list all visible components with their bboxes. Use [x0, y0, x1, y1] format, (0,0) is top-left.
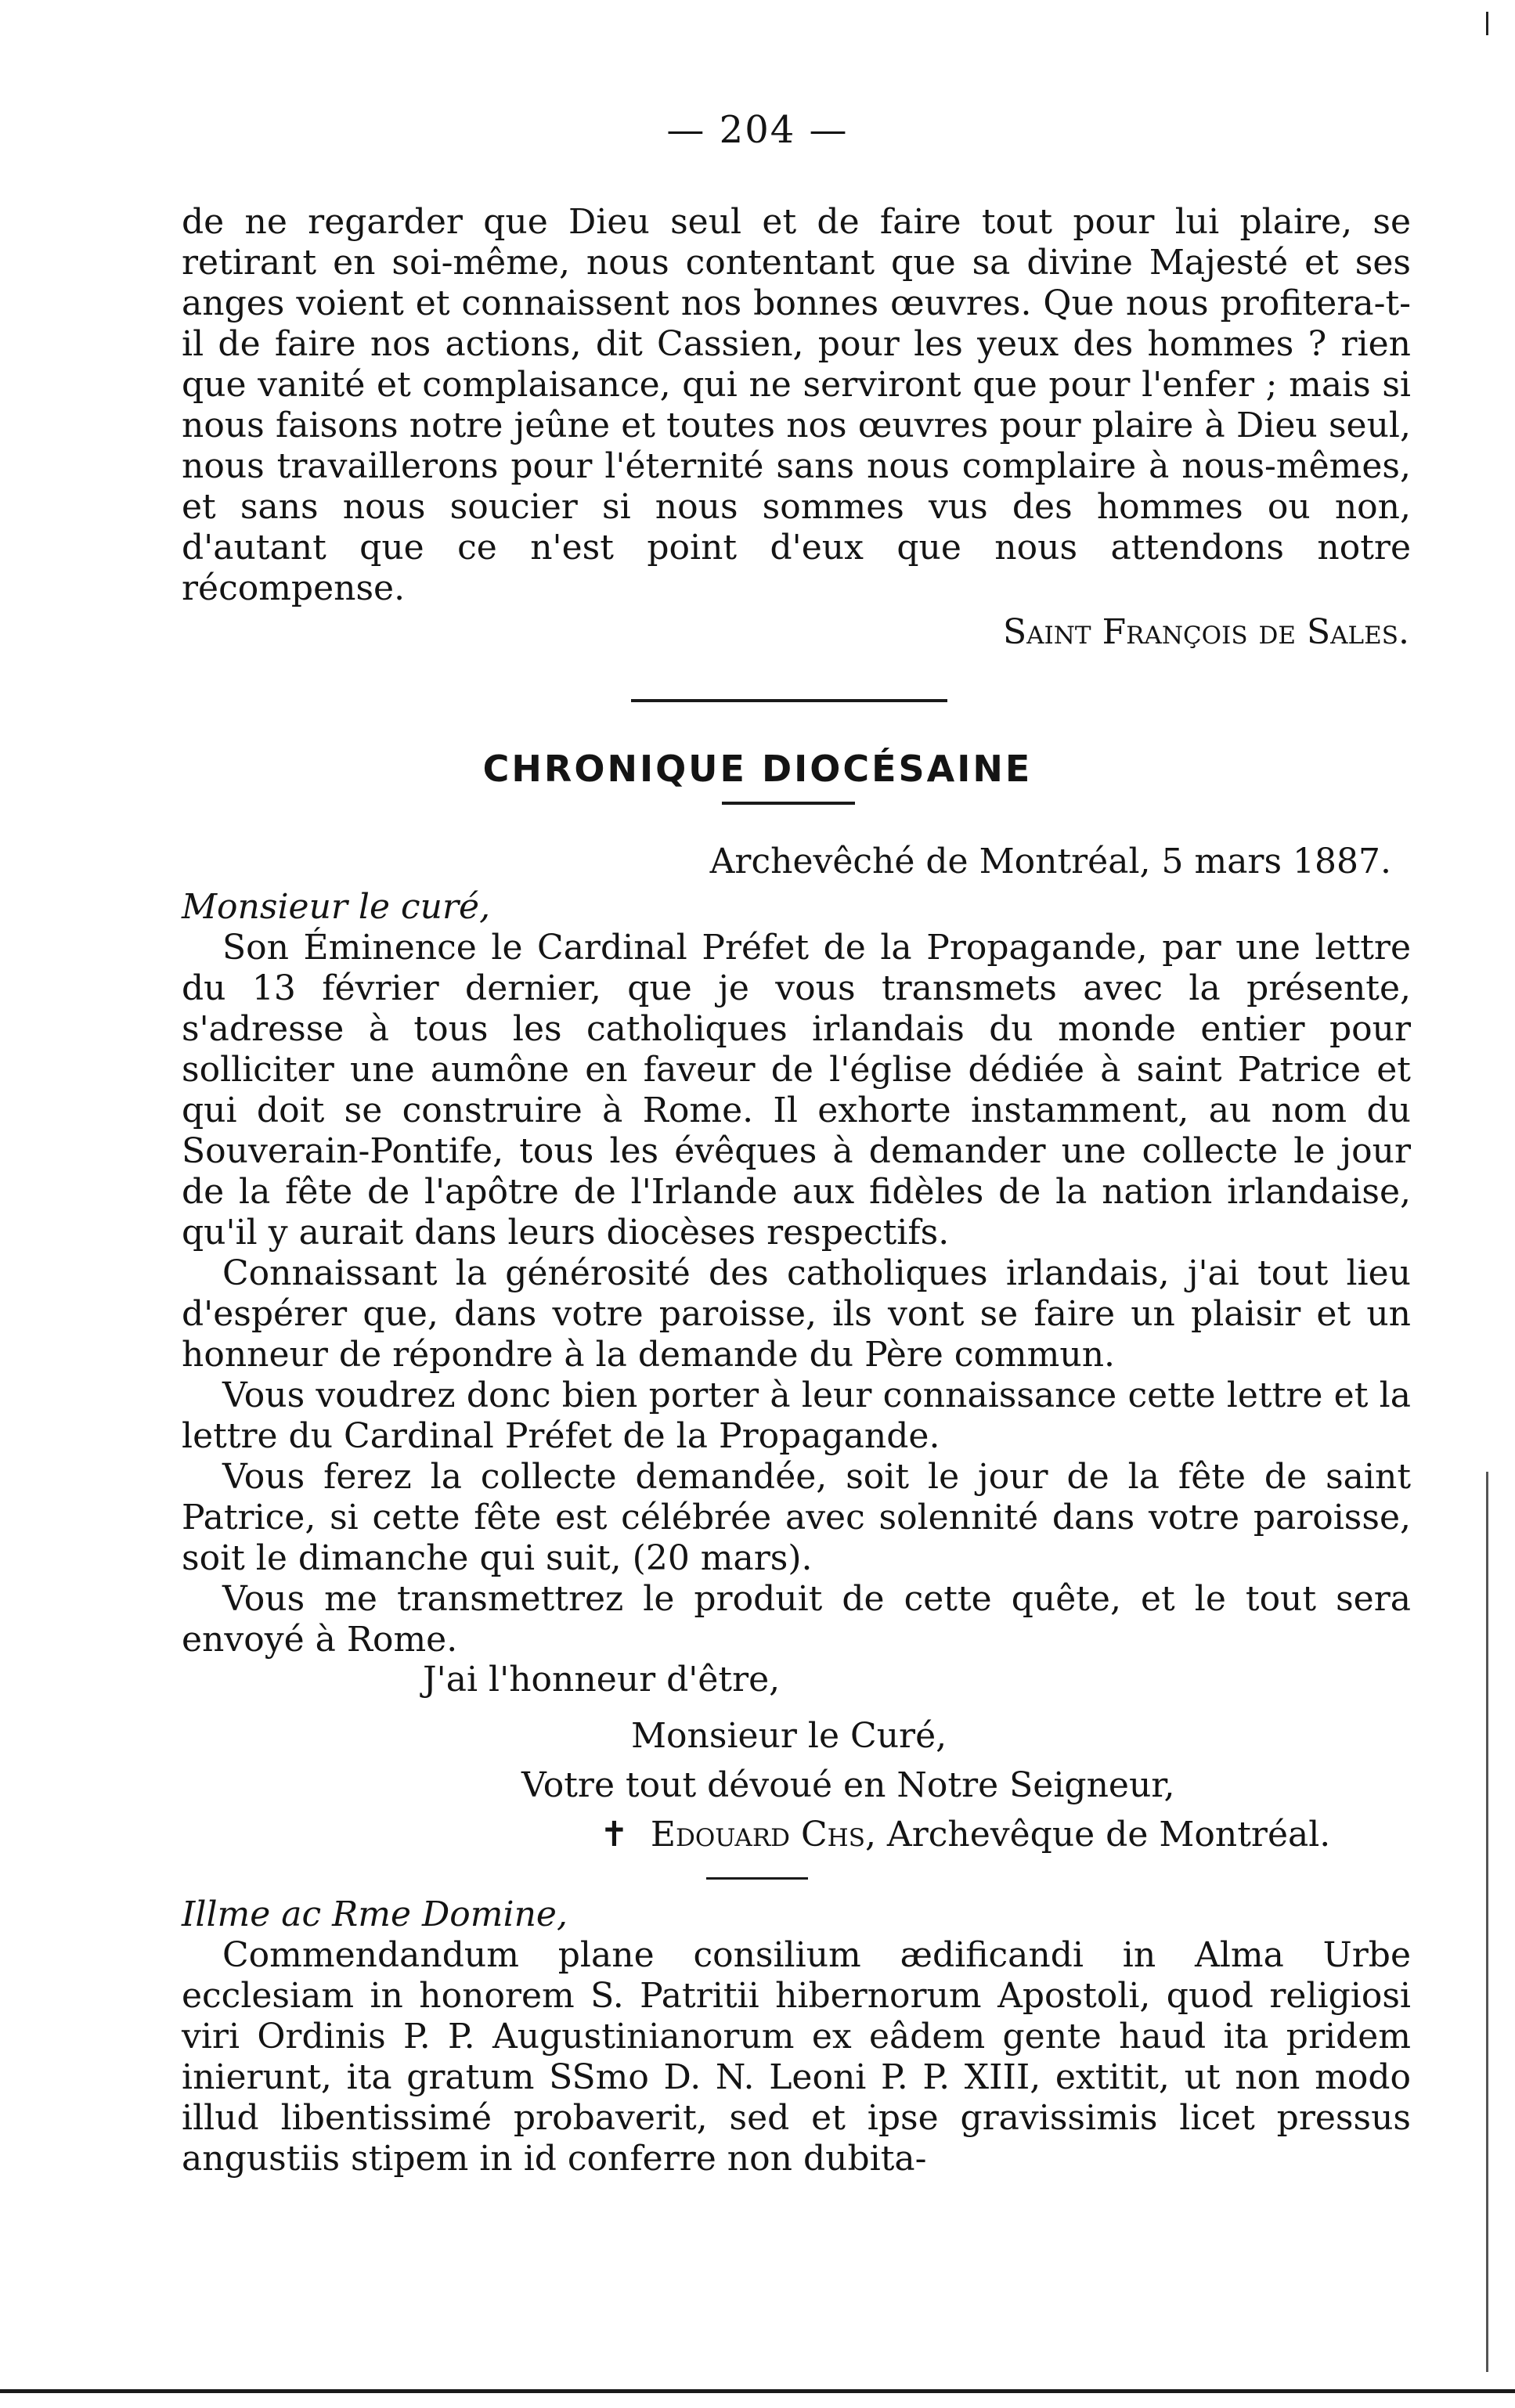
- french-paragraph-2: Connaissant la générosité des catholiques irlandais, j'ai tout lieu d'espérer que, dans votre paroisse, ils vont se faire un plaisir et un honneur de répondre à la demande du Père commun.: [182, 1253, 1411, 1375]
- french-letter: [182, 887, 1411, 1660]
- french-paragraph-3: Vous voudrez donc bien porter à leur connaissance cette lettre et la lettre du Cardinal Préfet de la Propagande.: [182, 1375, 1411, 1456]
- scan-binding-edge: [1486, 1472, 1488, 2372]
- attribution: Saint François de Sales.: [1003, 612, 1409, 652]
- french-salutation: Monsieur le curé,: [182, 887, 491, 927]
- latin-paragraph: Commendandum plane consilium ædificandi in Alma Urbe ecclesiam in honorem S. Patritii hibernorum Apostoli, quod religiosi viri Ordinis P. P. Augustinianorum ex eâdem gente haud ita pridem inierunt, ita gratum SSmo D. N. Leoni P. P. XIII, extitit, ut non modo illud libentissimé probaverit, sed et ipse gravissimis licet pressus angustiis stipem in id conferre non dubita-: [182, 1935, 1411, 2179]
- page-number: — 204 —: [666, 108, 849, 152]
- top-section: [182, 202, 1411, 653]
- title-underline: [722, 802, 855, 805]
- french-paragraph-1: Son Éminence le Cardinal Préfet de la Propagande, par une lettre du 13 février dernier, que je vous transmets avec la présente, s'adresse à tous les catholiques irlandais du monde entier pour solliciter une aumône en faveur de l'église dédiée à saint Patrice et qui doit se construire à Rome. Il exhorte instamment, au nom du Souverain-Pontife, tous les évêques à demander une collecte le jour de la fête de l'apôtre de l'Irlande aux fidèles de la nation irlandaise, qu'il y aurait dans leurs diocèses respectifs.: [182, 928, 1411, 1253]
- french-paragraph-5: Vous me transmettrez le produit de cette quête, et le tout sera envoyé à Rome.: [182, 1579, 1411, 1660]
- section-separator-rule: [631, 699, 947, 702]
- signatory-title: , Archevêque de Montréal.: [864, 1815, 1331, 1855]
- latin-letter: [182, 1894, 1411, 2179]
- top-paragraph: de ne regarder que Dieu seul et de faire tout pour lui plaire, se retirant en soi-même, nous contentant que sa divine Majesté et ses anges voient et connaissent nos bonnes œuvres. Que nous profitera-t-il de faire nos actions, dit Cassien, pour les yeux des hommes ? rien que vanité et complaisance, qui ne serviront que pour l'enfer ; mais si nous faisons notre jeûne et toutes nos œuvres pour plaire à Dieu seul, nous travaillerons pour l'éternité sans nous complaire à nous-mêmes, et sans nous soucier si nous sommes vus des hommes ou non, d'autant que ce n'est point d'eux que nous attendons notre récompense.: [182, 202, 1411, 608]
- scan-margin-mark: [1486, 12, 1488, 35]
- cross-icon: ✝: [600, 1815, 629, 1855]
- closing-line-3: Votre tout dévoué en Notre Seigneur,: [521, 1765, 1175, 1805]
- section-title: CHRONIQUE DIOCÉSAINE: [482, 748, 1033, 790]
- signature-line: [600, 1815, 1330, 1855]
- dateline: Archevêché de Montréal, 5 mars 1887.: [709, 842, 1391, 881]
- scan-bottom-edge: [0, 2389, 1515, 2393]
- closing-line-1: J'ai l'honneur d'être,: [423, 1660, 781, 1700]
- french-paragraph-4: Vous ferez la collecte demandée, soit le jour de la fête de saint Patrice, si cette fête est célébrée avec solennité dans votre paroisse, soit le dimanche qui suit, (20 mars).: [182, 1457, 1411, 1578]
- signatory-name: Edouard Chs: [650, 1815, 865, 1855]
- closing-line-2: Monsieur le Curé,: [631, 1716, 947, 1756]
- latin-salutation: Illme ac Rme Domine,: [182, 1894, 568, 1934]
- letter-separator-rule: [706, 1877, 808, 1880]
